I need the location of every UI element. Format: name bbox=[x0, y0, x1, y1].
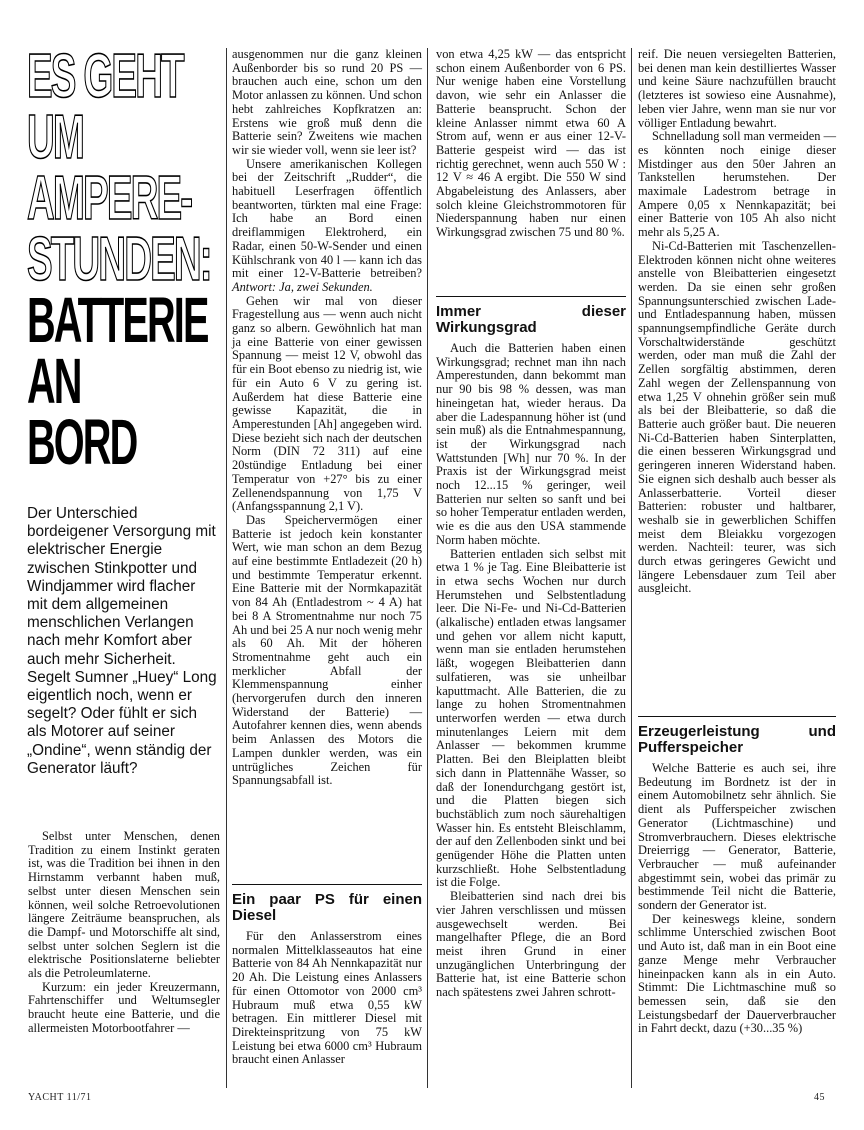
title-line-1: ES GEHT bbox=[27, 42, 183, 111]
paragraph: Batterien entladen sich selbst mit etwa 1 % je Tag. Eine Bleibatterie ist in etwa sechs Wochen nur durch Herumstehen und Selbstentladung leer. Die Ni-Fe- und Ni-Cd-Batterien (alkalische) entladen etwas langsamer und gehen vor allem nicht kaputt, wenn man sie entladen herumstehen läßt, wogegen Bleibatterien dann sulfatieren, was sie unheilbar kaputtmacht. Alle Batterien, die zu lange zu hohen Stromentnahmen unterworfen werden — etwa durch minutenlanges Leiern mit dem Anlasser — bekommen krumme Platten. Bei den Bleiplatten bleibt sich dann in Plattennähe Wasser, so daß der Ionendurchgang gestört ist, und die Platten biegen sich buchstäblich zum noch säurehaltigen Wasser hin. Es entsteht Bleischlamm, der auf den Zellenboden sinkt und bei genügender Höhe die Platten unten kurzschließt. Hohe Selbstentladung ist die Folge. bbox=[436, 546, 626, 890]
section-heading-erzeugerleistung: Erzeugerleistung und Pufferspeicher bbox=[638, 723, 836, 756]
paragraph: Bleibatterien sind nach drei bis vier Jahren verschlissen und müssen ausgewechselt werden. Bei mangelhafter Pflege, die an Bord meist ihren Grund in einer unzugänglichen Unterbringung der Batterie hat, ist eine Batterie schon nach spätestens zwei Jahren schrott- bbox=[436, 889, 626, 1000]
column-3-top bbox=[436, 48, 626, 240]
column-divider bbox=[427, 48, 428, 1088]
paragraph: Kurzum: ein jeder Kreuzermann, Fahrtenschiffer und Weltumsegler braucht heute eine Batterie, und die allermeisten Motorbootfahrer — bbox=[28, 979, 220, 1035]
section-rule bbox=[638, 716, 836, 717]
section-rule bbox=[232, 884, 422, 885]
section-heading-wirkungsgrad: Immer dieser Wirkungsgrad bbox=[436, 303, 626, 336]
paragraph: Das Speichervermögen einer Batterie ist jedoch kein konstanter Wert, wie man schon an dem Bezug auf eine bestimmte Entladezeit (20 h) und bestimmte Temperatur erkennt. Eine Batterie mit der Normkapazität von 84 Ah (Entladestrom ~ 4 A) hat bei 8 A Stromentnahme nur noch 75 Ah und bei 25 A nur noch wenig mehr als 60 Ah. Mit der höheren Stromentnahme geht auch ein merklicher Abfall der Klemmenspannung einher (hervorgerufen durch den inneren Widerstand der Batterie) — Autofahrer kennen dies, wenn abends beim Anlassen des Motors die Lampen dunkler werden, was ein untrügliches Zeichen für Spannungsabfall ist. bbox=[232, 512, 422, 788]
column-4 bbox=[638, 48, 836, 596]
paragraph bbox=[232, 158, 422, 295]
title-line-4: STUNDEN: bbox=[27, 225, 211, 294]
column-divider bbox=[631, 48, 632, 1088]
paragraph: Welche Batterie es auch sei, ihre Bedeutung im Bordnetz ist der in einem Automobilnetz sehr ähnlich. Sie dient als Pufferspeicher zwischen Generator (Lichtmaschine) und Stromverbrauchern. Dieses elektrische Dreierrigg — Generator, Batterie, Verbraucher — muß aufeinander abgestimmt sein, wobei das primär zu bestimmende Teil nicht die Batterie, sondern der Generator ist. bbox=[638, 761, 836, 913]
paragraph: Auch die Batterien haben einen Wirkungsgrad; rechnet man ihn nach Amperestunden, dann bekommt man nur 90 bis 98 % dessen, was man hineingetan hat, wieder heraus. Da aber die Ladespannung höher ist (und sein muß) als die Entnahmespannung, ist der Wirkungsgrad nach Wattstunden [Wh] nur 70 %. In der Praxis ist der Wirkungsgrad meist noch 12...15 % geringer, weil Batterien nur selten so sanft und bei so hoher Temperatur entladen werden, wie es die aus den USA stammende Norm haben möchte. bbox=[436, 341, 626, 547]
title-line-5: BATTERIE bbox=[27, 284, 208, 356]
column-1 bbox=[28, 830, 220, 1036]
paragraph: Schnelladung soll man vermeiden — es könnten noch einige dieser Mistdinger aus den 50er Jahren an Tankstellen herumstehen. Der maximale Ladestrom betrage in Ampere 0,05 x Nennkapazität; bei einer Batterie von 105 Ah also nicht mehr als 5,25 A. bbox=[638, 129, 836, 240]
column-3 bbox=[436, 304, 626, 1000]
answer-text: Antwort: Ja, zwei Sekunden. bbox=[232, 279, 373, 294]
paragraph: ausgenommen nur die ganz kleinen Außenborder bis so rund 20 PS — brauchen auch eine, schon um den Motor anlassen zu können. Und schon hebt zahlreiches Kopfkratzen an: Erstens wie groß muß denn die Batterie sein? Zweitens wie machen wir sie wieder voll, wenn sie leer ist? bbox=[232, 47, 422, 157]
paragraph: von etwa 4,25 kW — das entspricht schon einem Außenborder von 6 PS. Nur wenige haben eine Vorstellung davon, wie sehr ein Anlasser die Batterie beansprucht. Schon der kleine Anlasser nimmt etwa 60 A Strom auf, wenn er aus einer 12-V-Batterie gespeist wird — das ist richtig gerechnet, wenn auch 550 W : 12 V ≈ 46 A ergibt. Die 550 W sind Abgabeleistung des Anlassers, aber solch kleine Gleichstrommotoren für Niederspannung haben nur einen Wirkungsgrad zwischen 75 und 80 %. bbox=[436, 47, 626, 240]
footer-issue: YACHT 11/71 bbox=[28, 1092, 92, 1103]
paragraph: Gehen wir mal von dieser Fragestellung aus — wenn auch nicht ganz so albern. Gewöhnlich hat man ja eine Batterie von einer gewissen Spannung — meist 12 V, obwohl das für ein Boot ebenso zu niedrig ist, wie für ein Auto 6 V zu gering ist. Außerdem hat diese Batterie eine gewisse Kapazität, die in Amperestunden [Ah] angegeben wird. Diese bezieht sich nach der deutschen Norm (DIN 72 311) auf eine 20stündige Entladung bei einer Temperatur von +27° bis zu einer Zellenendspannung von 1,75 V (Anfangsspannung 2,1 V). bbox=[232, 293, 422, 514]
paragraph: Der keineswegs kleine, sondern schlimme Unterschied zwischen Boot und Auto ist, daß man in ein Boot eine ganze Menge mehr Verbraucher hineinpacken kann als in ein Auto. Stimmt: Die Lichtmaschine muß so bemessen sein, daß sie den Leistungsbedarf der Dauerverbraucher in Fahrt deckt, dazu (+30...35 %) bbox=[638, 911, 836, 1036]
column-2 bbox=[232, 48, 422, 788]
paragraph: Selbst unter Menschen, denen Tradition zu einem Instinkt geraten ist, was die Tradition bei ihnen in den Hirnstamm verbannt haben muß, selbst unter diesen Menschen sein können, weil solche Retroevolutionen längere Zeiträume beanspruchen, als die Dampf- und Motorschiffe alt sind, selbst unter solchen Seglern ist die elektrische Positionslaterne beliebter als die Petroleumlaterne. bbox=[28, 829, 220, 981]
title-line-7: BORD bbox=[27, 406, 137, 478]
paragraph: Für den Anlasserstrom eines normalen Mittelklasseautos hat eine Batterie von 84 Ah Nennkapazität nur 20 Ah. Die Leistung eines Anlassers für einen Ottomotor von 2000 cm³ Hubraum muß etwa 0,55 kW betragen. Ein mittlerer Diesel mit Direkteinspritzung von 75 kW Leistung bei etwa 6000 cm³ Hubraum braucht einen Anlasser bbox=[232, 929, 422, 1067]
title-line-2: UM bbox=[27, 103, 84, 172]
column-4-section bbox=[638, 724, 836, 1036]
column-divider bbox=[226, 48, 227, 1088]
page-number: 45 bbox=[814, 1092, 825, 1103]
column-2-section bbox=[232, 892, 422, 1067]
paragraph: reif. Die neuen versiegelten Batterien, bei denen man kein destilliertes Wasser und keine Säure nachzufüllen braucht (letzteres ist sowieso eine Ausnahme), leben vier Jahre, wenn man sie nur vor völliger Entladung bewahrt. bbox=[638, 47, 836, 130]
title-line-3: AMPERE- bbox=[27, 164, 192, 233]
paragraph-text: Unsere amerikanischen Kollegen bei der Zeitschrift „Rudder“, die habituell Leserfragen öffentlich beantworten, türkten mal eine Frage: Ich habe an Bord einen dreiflammigen Elektroherd, ein Radar, einen 50-W-Sender und einen Kühlschrank von 40 l — kann ich das mit einer 12-V-Batterie betreiben? bbox=[232, 156, 422, 281]
section-rule bbox=[436, 296, 626, 297]
title-line-6: AN bbox=[27, 345, 81, 417]
paragraph: Ni-Cd-Batterien mit Taschenzellen-Elektroden können nicht ohne weiteres anstelle von Bleibatterien eingesetzt werden. Da sie einen sehr großen Spannungsunterschied zwischen Lade- und Entladespannung haben, müssen spannungsempfindliche Geräte durch Vorschaltwiderstände geschützt werden, oder man muß die Zahl der Zellen sorgfältig abstimmen, deren Zahl wegen der Zellenspannung von etwa 1,25 V ohnehin größer sein muß als bei der Bleibatterie, so daß die Batterie auch größer baut. Die neueren Ni-Cd-Batterien haben Sinterplatten, die einen besseren Wirkungsgrad und geringeren inneren Widerstand haben. Sie eignen sich deshalb auch besser als Anlasserbatterie. Vorteil dieser Batterien: robuster und haltbarer, weshalb sie in gewerblichen Schiffen meist dem Bleiakku vorgezogen werden. Nachteil: teurer, was sich durch etwas geringeres Gewicht und längere Lebensdauer zum Teil aber ausgleicht. bbox=[638, 238, 836, 596]
article-title bbox=[27, 42, 229, 478]
lead-paragraph: Der Unterschied bordeigener Versorgung mit elektrischer Energie zwischen Stinkpotter und Windjammer wird flacher mit dem allgemeinen menschlichen Verlangen nach mehr Komfort aber auch mehr Sicherheit. Segelt Sumner „Huey“ Long eigentlich noch, wenn er segelt? Oder fühlt er sich als Motorer auf seiner „Ondine“, wenn ständig der Generator läuft? bbox=[27, 505, 217, 777]
section-heading-diesel: Ein paar PS für einen Diesel bbox=[232, 891, 422, 924]
